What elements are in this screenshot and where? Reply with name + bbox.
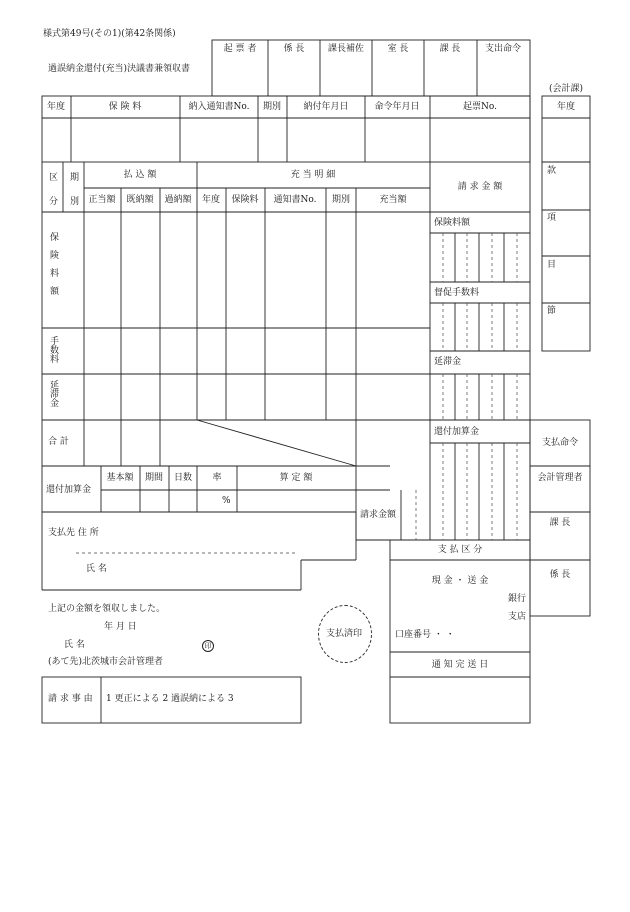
header-year: 年度 [46,102,66,112]
paid-stamp-label: 支払済印 [325,629,363,639]
payment-notice-date: 通 知 完 送 日 [431,660,489,670]
col-seito: 正当額 [88,195,116,205]
header-period: 期別 [262,102,282,112]
kasan-percent: % [222,496,231,506]
kasan-label: 還付加算金 [46,485,92,495]
header-voucher-no: 起票No. [463,102,497,112]
payment-branch: 支店 [508,612,527,622]
approval-shishutsu-meirei: 支出命令 [484,44,522,54]
kibetsu-label: 期 別 [68,172,78,211]
receipt-addressee: (あて先)北茨城市会計管理者 [48,657,164,667]
col-notice-no: 通知書No. [273,195,317,205]
kubun-label: 区 分 [47,172,57,211]
approval-kihyosha: 起 票 者 [223,44,257,54]
side-kou: 項 [547,213,557,223]
approval-kaikei-kanrisha: 会計管理者 [537,473,583,483]
payment-method: 現 金 ・ 送 金 [431,576,489,586]
header-notice-no: 納入通知書No. [188,102,250,112]
juto-meisai-label: 充 当 明 細 [290,170,336,180]
approval-kacho: 課 長 [439,44,461,54]
kasan-days: 日数 [173,473,193,483]
haraikomi-label: 払 込 額 [123,170,157,180]
payment-account: 口座番号 ・ ・ [395,630,455,640]
right-tokusoku: 督促手数料 [434,288,480,298]
row-tesuryo: 手数料 [48,336,58,363]
row-entaikin: 延滞金 [48,380,58,407]
approval-kakaricho-2: 係 長 [549,570,571,580]
side-setsu: 節 [547,306,557,316]
kasan-period: 期間 [144,473,164,483]
right-hokenryo: 保険料額 [434,218,471,228]
form-title: 過誤納金還付(充当)決議書兼領収書 [48,64,191,74]
kasan-seikyu: 請求金額 [360,510,397,520]
receipt-date: 年 月 日 [104,622,137,632]
payee-name: 氏 名 [86,564,107,574]
header-hokenryo: 保 険 料 [108,102,142,112]
col-nendo: 年度 [201,195,221,205]
payment-bank: 銀行 [508,594,527,604]
receipt-name-label: 氏 名 [64,640,85,650]
kasan-amount: 算 定 額 [279,473,313,483]
seikyu-gaku-label: 請 求 金 額 [457,182,503,192]
approval-kacho-hosa: 課長補佐 [327,44,365,54]
payee-address: 支払先 住 所 [48,528,99,538]
seal-icon: 印 [202,640,214,652]
col-kino: 既納額 [126,195,154,205]
side-year: 年度 [556,102,576,112]
approval-shitsucho: 室 長 [387,44,409,54]
payment-kubun: 支 払 区 分 [437,545,483,555]
col-hokenryo: 保険料 [231,195,259,205]
kasan-rate: 率 [212,473,222,483]
approval-kakaricho: 係 長 [283,44,305,54]
col-kibetsu: 期別 [331,195,351,205]
right-entaikin: 延滞金 [434,357,462,367]
approval-kacho-2: 課 長 [549,518,571,528]
right-kanpu-kasan: 還付加算金 [434,427,480,437]
form-number: 様式第49号(その1)(第42条関係) [43,29,176,39]
header-order-date: 命令年月日 [374,102,420,112]
col-kano: 過納額 [164,195,192,205]
col-juto-gaku: 充当額 [379,195,407,205]
side-kan: 款 [547,166,557,176]
receipt-text: 上記の金額を領収しました。 [48,604,166,614]
department-label: (会計課) [548,84,584,94]
reason-options: 1 更正による 2 過誤納による 3 [106,694,234,704]
header-payment-date: 納付年月日 [303,102,349,112]
gokei-label: 合 計 [48,437,69,447]
row-hokenryo: 保険料額 [48,232,58,304]
reason-label: 請 求 事 由 [48,694,93,704]
approval-shiharai-meirei: 支払命令 [541,438,579,448]
side-moku: 目 [547,260,557,270]
kasan-base: 基本額 [106,473,134,483]
